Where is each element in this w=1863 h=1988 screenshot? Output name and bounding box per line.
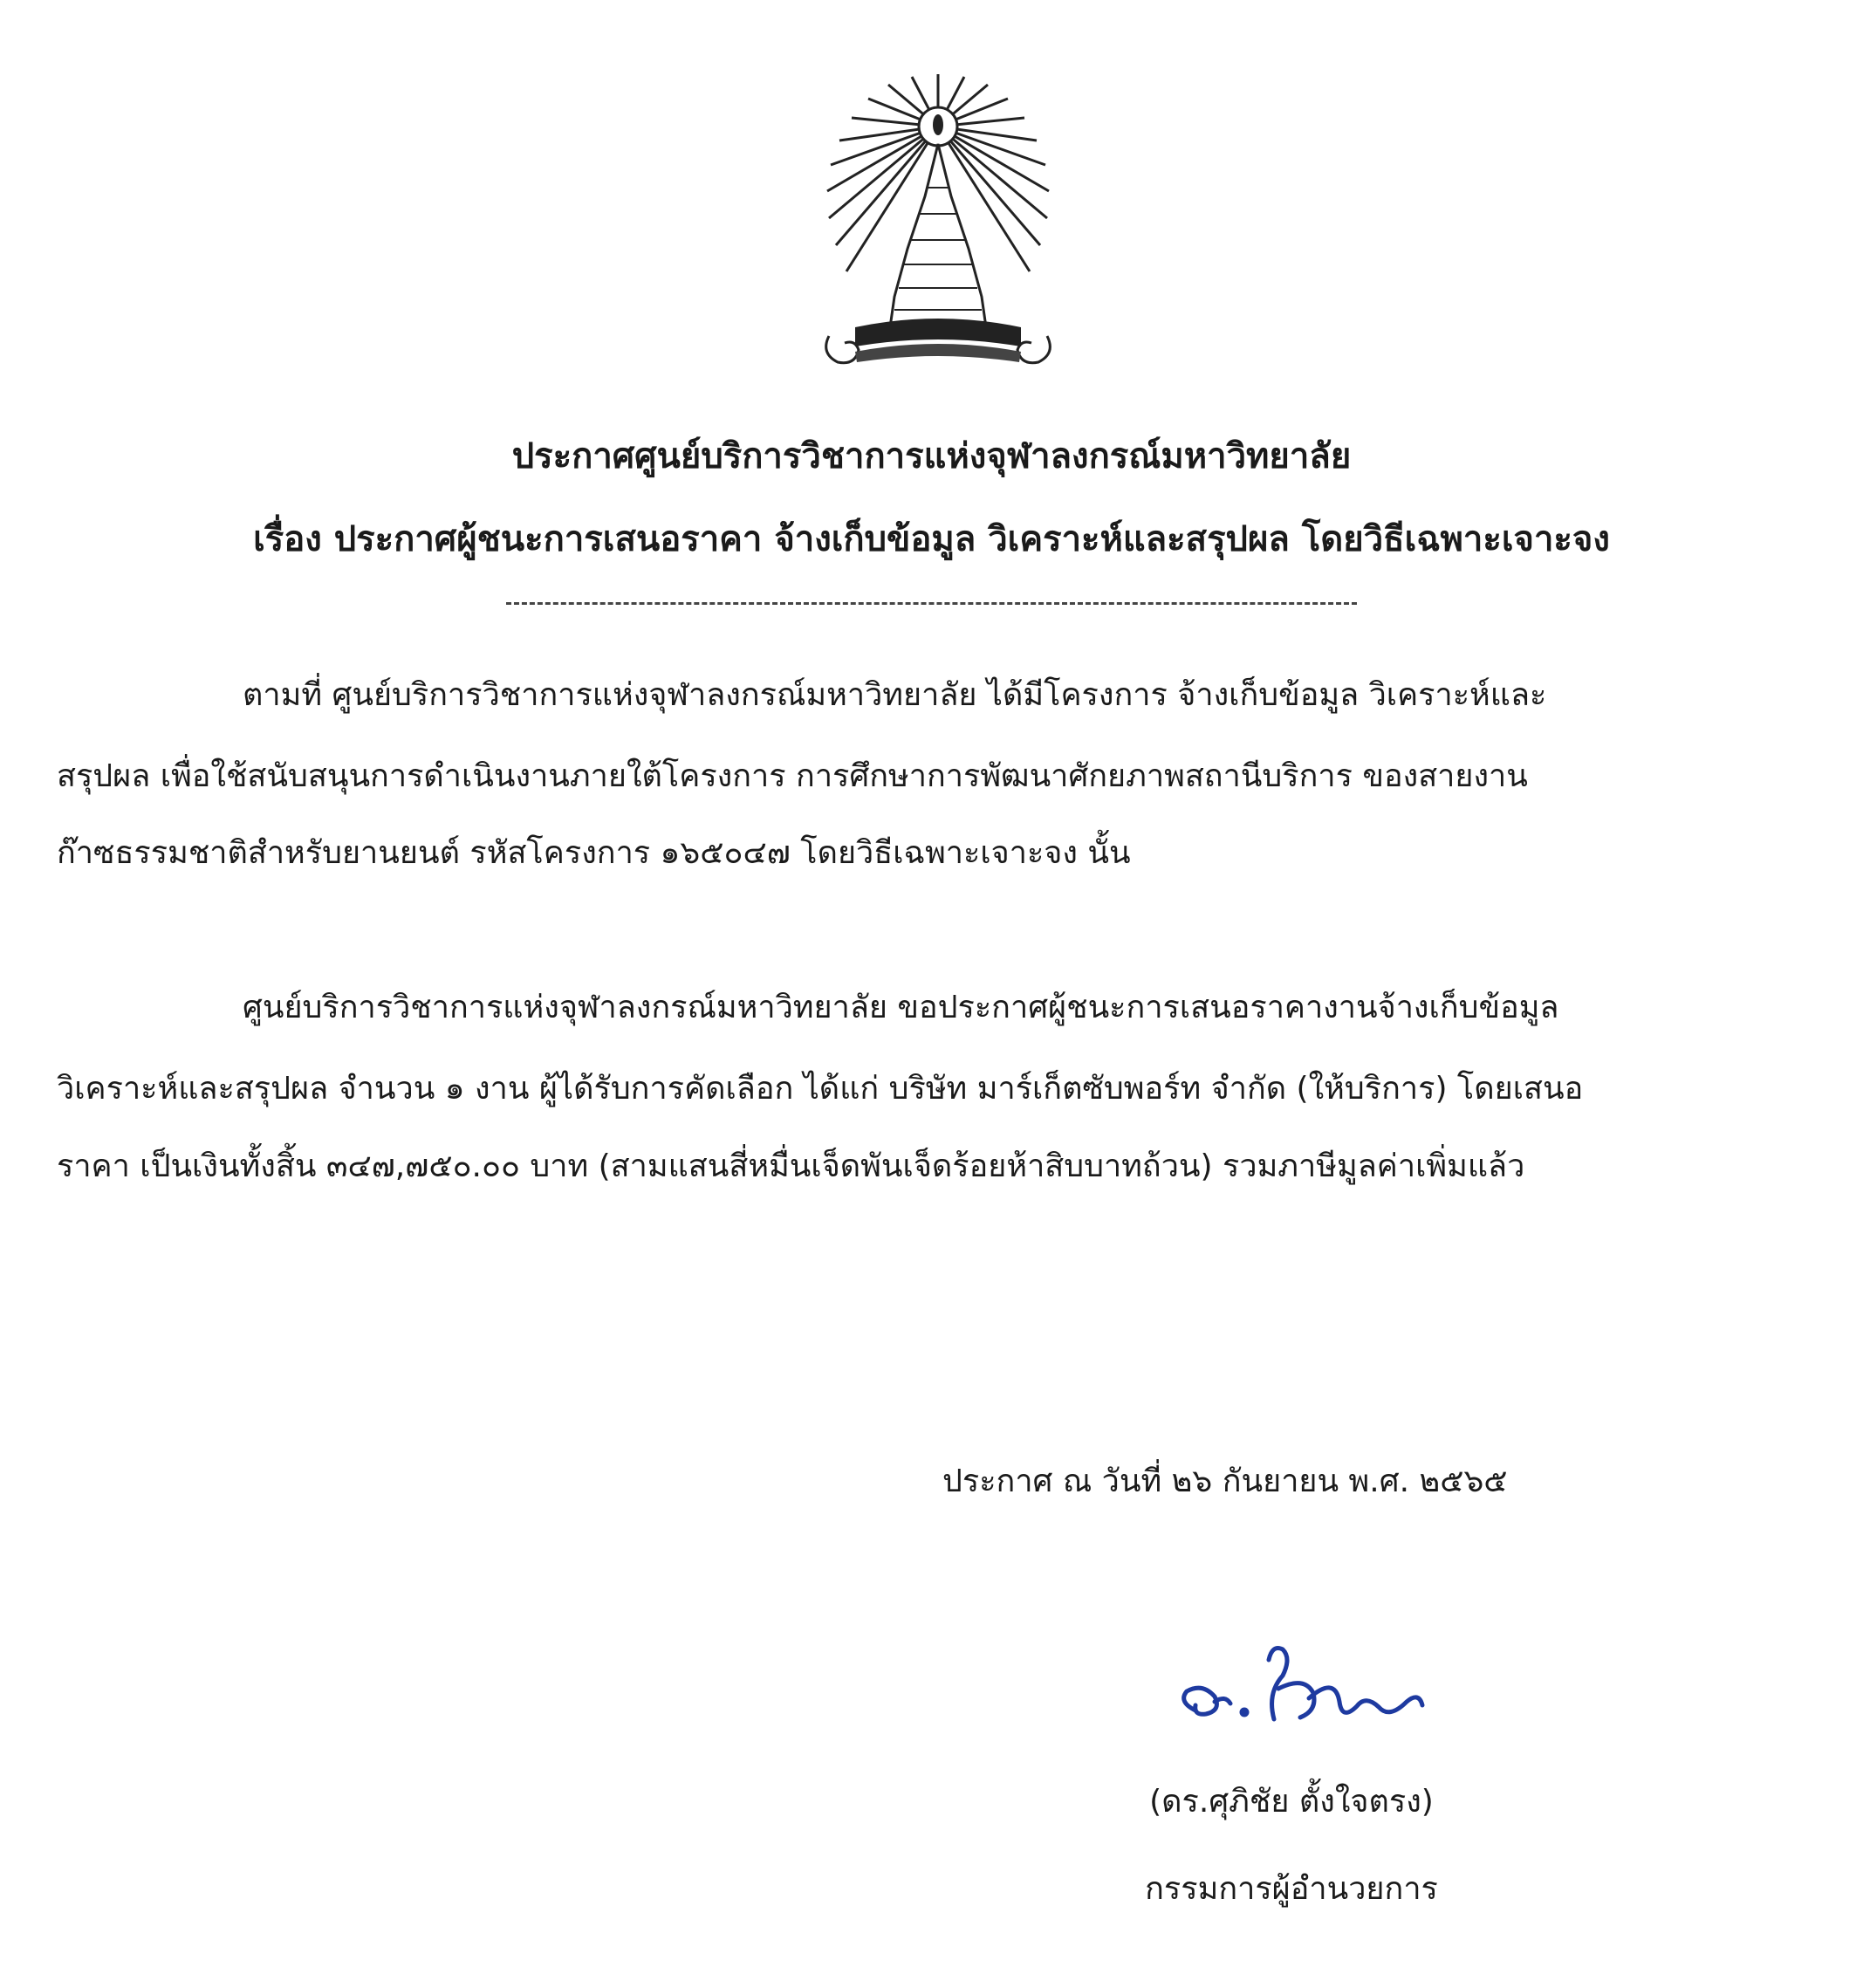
announcement-title: ประกาศศูนย์บริการวิชาการแห่งจุฬาลงกรณ์มหาวิทยาลัย xyxy=(511,436,1352,476)
announcement-date: ประกาศ ณ วันที่ ๒๖ กันยายน พ.ศ. ๒๕๖๕ xyxy=(942,1464,1508,1499)
announcement-subject: เรื่อง ประกาศผู้ชนะการเสนอราคา จ้างเก็บข้อมูล วิเคราะห์และสรุปผล โดยวิธีเฉพาะเจาะจง xyxy=(253,519,1610,559)
paragraph2-line1: ศูนย์บริการวิชาการแห่งจุฬาลงกรณ์มหาวิทยาลัย ขอประกาศผู้ชนะการเสนอราคางานจ้างเก็บข้อมูล xyxy=(243,990,1559,1025)
dashed-divider xyxy=(506,602,1357,605)
handwritten-signature xyxy=(1161,1641,1440,1737)
chulalongkorn-emblem-icon xyxy=(820,74,1056,388)
signer-name: (ดร.ศุภิชัย ตั้งใจตรง) xyxy=(1149,1784,1434,1820)
paragraph1-line3: ก๊าซธรรมชาติสำหรับยานยนต์ รหัสโครงการ ๑๖๕๐๔๗ โดยวิธีเฉพาะเจาะจง นั้น xyxy=(57,835,1131,871)
paragraph1-line2: สรุปผล เพื่อใช้สนับสนุนการดำเนินงานภายใต้โครงการ การศึกษาการพัฒนาศักยภาพสถานีบริการ ของสายงาน xyxy=(57,758,1528,794)
paragraph1-line1: ตามที่ ศูนย์บริการวิชาการแห่งจุฬาลงกรณ์มหาวิทยาลัย ได้มีโครงการ จ้างเก็บข้อมูล วิเคราะห์และ xyxy=(243,677,1547,713)
signer-position: กรรมการผู้อำนวยการ xyxy=(1145,1871,1438,1907)
paragraph2-line2: วิเคราะห์และสรุปผล จำนวน ๑ งาน ผู้ได้รับการคัดเลือก ได้แก่ บริษัท มาร์เก็ตซับพอร์ท จำกัด (ให้บริการ) โดยเสนอ xyxy=(57,1071,1584,1107)
paragraph2-line3: ราคา เป็นเงินทั้งสิ้น ๓๔๗,๗๕๐.๐๐ บาท (สามแสนสี่หมื่นเจ็ดพันเจ็ดร้อยห้าสิบบาทถ้วน) รวมภาษีมูลค่าเพิ่มแล้ว xyxy=(57,1148,1525,1184)
